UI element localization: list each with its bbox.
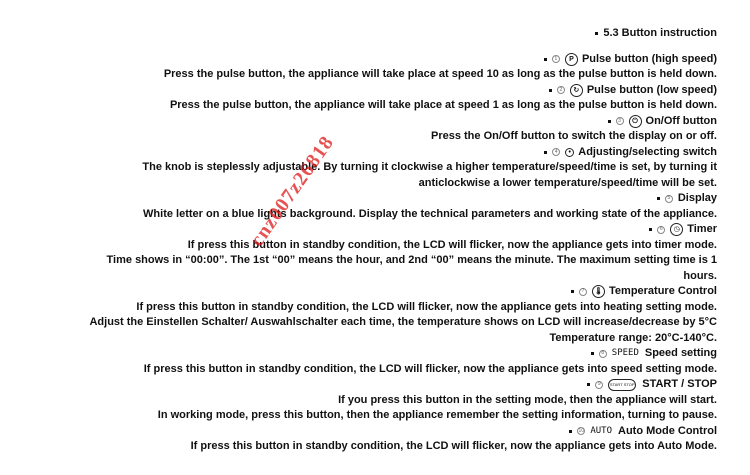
button-item-heading [57, 114, 717, 130]
button-item-heading [57, 284, 717, 300]
button-instruction-section [57, 26, 717, 455]
button-item-description: Press the pulse button, the appliance will take place at speed 1 as long as the pulse button is held down. [169, 99, 717, 111]
button-item-description: If you press this button in the setting mode, then the appliance will start. [338, 393, 717, 406]
button-item-description: White letter on a blue lights background. Display the technical parameters and working state of the appliance. [143, 207, 717, 220]
button-item-title: Adjusting/selecting switch [578, 145, 717, 158]
button-item-description: If press this button in standby condition, the LCD will flicker, now the appliance gets into timer mode. [187, 238, 717, 251]
watermark: cnz007z26818 [246, 131, 339, 251]
bullet-icon [649, 228, 652, 231]
button-item-title: Pulse button (low speed) [586, 83, 717, 96]
button-item-heading [57, 52, 717, 68]
button-list [57, 52, 717, 455]
item-number-circle: 2 [557, 86, 565, 94]
button-item-heading [57, 222, 717, 238]
thermometer-icon: 🌡 [592, 285, 605, 298]
button-item-title: Timer [687, 223, 717, 235]
button-item-description: hours. [683, 269, 717, 282]
speed-label-icon: SPEED [611, 348, 639, 358]
button-item-description: In working mode, press this button, then the appliance remember the setting information, turning to pause. [157, 409, 717, 421]
button-item-heading [57, 191, 717, 207]
button-item-title: Display [677, 192, 717, 204]
bullet-icon [571, 290, 574, 293]
bullet-icon [569, 430, 572, 433]
pulse-p-icon: P [565, 53, 578, 66]
bullet-icon [549, 89, 552, 92]
button-item-heading [57, 83, 717, 99]
power-icon: ⏻ [629, 115, 642, 128]
bullet-icon [544, 151, 547, 154]
button-item-description: If press this button in standby condition, the LCD will flicker, now the appliance gets into Auto Mode. [190, 440, 717, 452]
button-item-title: Speed setting [644, 347, 717, 359]
button-item-title: Temperature Control [609, 285, 717, 297]
button-item-description: Temperature range: 20°C-140°C. [549, 331, 717, 344]
button-item-description: The knob is steplessly adjustable. By turning it clockwise a higher temperature/speed/time is set, by turning it [142, 161, 717, 173]
item-number-circle: 1 [552, 55, 560, 63]
button-item-description: Press the On/Off button to switch the display on or off. [430, 130, 717, 142]
bullet-icon [591, 352, 594, 355]
button-item-description: If press this button in standby condition, the LCD will flicker, now the appliance gets into speed setting mode. [143, 362, 717, 375]
button-item-title: Pulse button (high speed) [581, 52, 717, 65]
button-item-heading [57, 377, 717, 393]
button-item-heading [57, 424, 717, 440]
start-stop-pill-icon: START STOP [608, 379, 636, 391]
item-number-circle: 6 [657, 226, 665, 234]
item-number-circle: 5 [665, 195, 673, 203]
timer-clock-icon: ◷ [670, 223, 683, 236]
bullet-icon [657, 197, 660, 200]
button-item-heading [57, 346, 717, 362]
button-item-heading [57, 145, 717, 161]
bullet-icon [608, 120, 611, 123]
bullet-icon [587, 383, 590, 386]
item-number-circle: 10 [578, 427, 585, 434]
button-item-description: Adjust the Einstellen Schalter/ Auswahlschalter each time, the temperature shows on LCD will increase/decrease by 5°C [89, 316, 717, 328]
item-number-circle: 7 [579, 288, 587, 296]
section-heading [57, 26, 717, 42]
bullet-icon [544, 58, 547, 61]
pulse-low-icon: ↻ [570, 84, 583, 97]
button-item-description: Press the pulse button, the appliance will take place at speed 10 as long as the pulse button is held down. [163, 68, 717, 80]
section-title: 5.3 Button instruction [603, 27, 717, 39]
button-item-description: Time shows in “00:00”. The 1st “00” means the hour, and 2nd “00” means the minute. The maximum setting time is 1 [106, 254, 717, 266]
button-item-title: Auto Mode Control [618, 424, 717, 437]
button-item-description: anticlockwise a lower temperature/speed/time will be set. [418, 176, 717, 189]
knob-icon: • [565, 148, 574, 157]
button-item-title: START / STOP [642, 378, 717, 390]
button-item-title: On/Off button [645, 114, 717, 127]
item-number-circle: 4 [552, 148, 560, 156]
item-number-circle: 3 [616, 117, 624, 125]
bullet-icon [595, 32, 598, 35]
item-number-circle: 9 [595, 381, 603, 389]
auto-label-icon: AUTO [590, 425, 613, 436]
item-number-circle: 8 [599, 350, 607, 358]
button-item-description: If press this button in standby condition, the LCD will flicker, now the appliance gets into heating setting mode. [136, 300, 717, 313]
